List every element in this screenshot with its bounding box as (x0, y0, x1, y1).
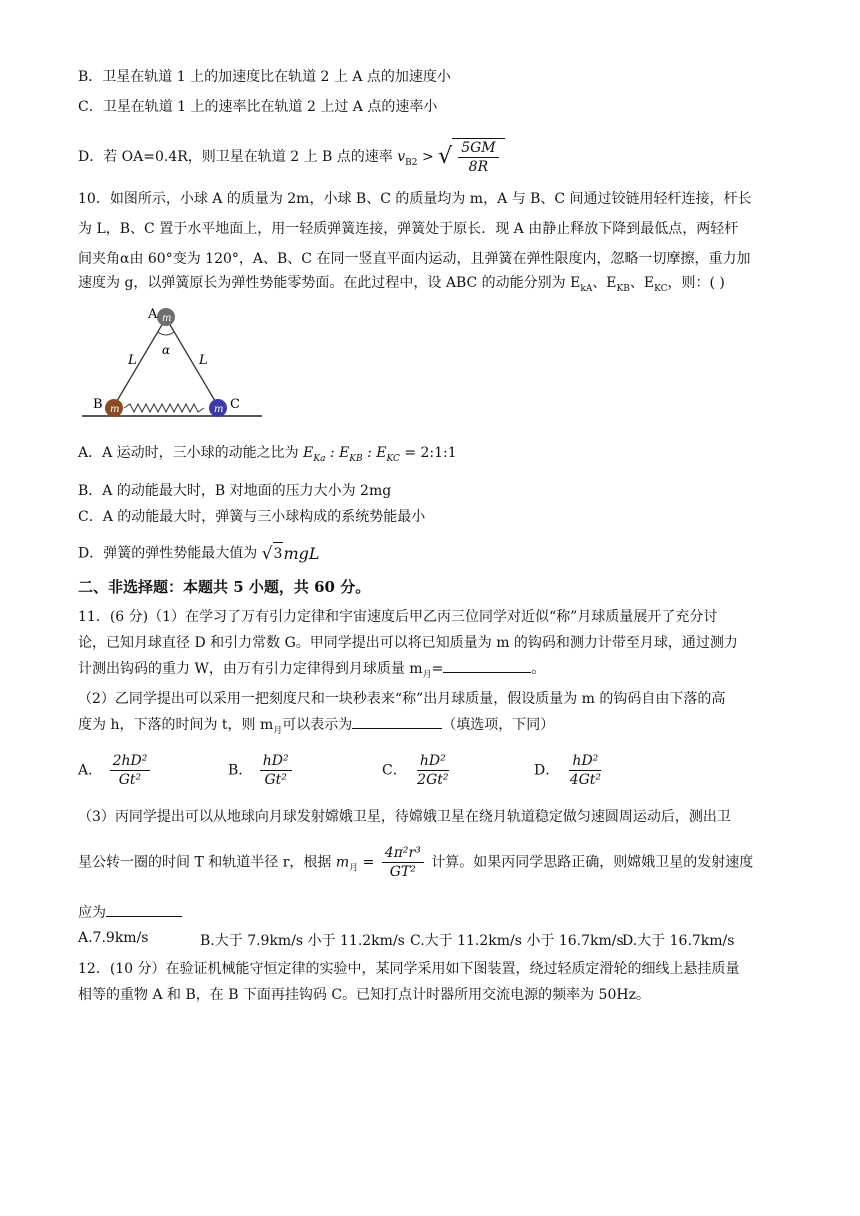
q10-line-4: 速度为 g，以弹簧原长为弹性势能零势面。在此过程中，设 ABC 的动能分别为 $E_{kA}$、$E_{KB}$、$E_{KC}$，则：( ) (78, 275, 725, 294)
q11-choice-c-den: 2Gt² (417, 772, 449, 788)
q10-option-b: B．A 的动能最大时，B 对地面的压力大小为 2mg (78, 483, 392, 499)
q10-option-d-expr: √ 3 mgL (261, 543, 320, 564)
q11-part3-line-2: 星公转一圈的时间 T 和轨道半径 r，根据 $m_月$ = $\frac{\text{4π²r³}}{\text{GT²}}$ 计算。如果丙同学思路正确，则嫦娥卫星的发射速度 (78, 845, 754, 880)
q11-line-3-text: 计测出钩码的重力 W，由万有引力定律得到月球质量 m (78, 661, 423, 677)
q11-part3-formula-lhs: m (335, 854, 350, 871)
q11-moon-sub: 月 (422, 669, 432, 680)
q10-figure (78, 300, 268, 425)
q10-option-a (78, 442, 457, 470)
q10-line-3: 间夹角α由 60°变为 120°，A、B、C 在同一竖直平面内运动，且弹簧在弹性限度内，忽略一切摩擦，重力加 (78, 251, 751, 267)
q11-choice-d-den: 4Gt² (569, 772, 602, 788)
label-a: A (148, 307, 158, 322)
q10-option-a-ratio: $E_{Ka}$ : $E_{KB}$ : $E_{KC}$ = 2:1:1 (303, 445, 457, 464)
q11-choice-a-den: Gt² (118, 772, 142, 788)
q9-option-b: B．卫星在轨道 1 上的加速度比在轨道 2 上 A 点的加速度小 (78, 69, 451, 85)
q11-line-3-period: 。 (531, 661, 546, 677)
q12-line-2: 相等的重物 A 和 B，在 B 下面再挂钩码 C。已知打点计时器所用交流电源的频率为 50Hz。 (78, 987, 650, 1003)
section-2-header: 二、非选择题：本题共 5 小题，共 60 分。 (78, 578, 371, 596)
q11-speed-opt-c: C.大于 11.2km/s 小于 16.7km/s (410, 933, 624, 949)
q11-choice-a (78, 752, 153, 789)
q11-line-3-eq: = (431, 661, 444, 677)
q11-choice-d (534, 752, 607, 789)
q11-choice-c-num: hD² (417, 752, 449, 771)
q11-choice-d-num: hD² (569, 752, 601, 771)
q9-option-d-text: D．若 OA=0.4R，则卫星在轨道 2 上 B 点的速率 (78, 149, 393, 165)
q11-blank-3[interactable] (106, 902, 182, 917)
rod-label-right: L (199, 353, 208, 368)
q9-option-d-sqrt: √ $\frac{5GM}{8R}$ (438, 138, 504, 176)
q10-option-a-text: A．A 运动时，三小球的动能之比为 (78, 445, 299, 461)
q11-choice-c (382, 752, 455, 789)
q11-blank-1[interactable] (443, 658, 531, 673)
q10-option-d (78, 542, 320, 565)
q11-choice-b (228, 752, 295, 789)
q9-option-d-gt: > (421, 149, 434, 165)
mass-a: m (162, 313, 172, 324)
q11-blank-2[interactable] (352, 714, 442, 729)
label-b: B (93, 397, 103, 412)
q9-option-d-den: 8R (468, 159, 489, 175)
q11-choice-a-num: 2hD² (110, 752, 151, 771)
q11-part3-text-b: 计算。如果丙同学思路正确，则嫦娥卫星的发射速度 (431, 854, 754, 871)
q11-part2-line-2 (78, 714, 554, 742)
label-c: C (230, 397, 240, 412)
q10-line-1: 10．如图所示，小球 A 的质量为 2m，小球 B、C 的质量均为 m，A 与 B、C 间通过铰链用轻杆连接，杆长 (78, 191, 752, 207)
q11-part2-line-1: （2）乙同学提出可以采用一把刻度尺和一块秒表来“称”出月球质量，假设质量为 m 的钩码自由下落的高 (78, 691, 726, 707)
q9-option-d-vsub: B2 (405, 157, 418, 168)
mass-b: m (110, 404, 120, 415)
q11-choice-b-label: B． (228, 762, 253, 779)
q11-speed-opt-b: B.大于 7.9km/s 小于 11.2km/s (200, 933, 405, 949)
q9-option-d (78, 138, 505, 176)
q11-choice-a-label: A． (78, 762, 103, 779)
q9-option-d-v: v (397, 149, 406, 165)
q11-choice-c-label: C． (382, 762, 407, 779)
q11-speed-opt-a: A.7.9km/s (78, 930, 149, 946)
q11-part3-formula-num: 4π²r³ (382, 844, 424, 863)
q11-part2-end: （填选项，下同） (442, 717, 555, 733)
q11-line-1: 11．(6 分)（1）在学习了万有引力定律和宇宙速度后甲乙丙三位同学对近似“称”月球质量展开了充分讨 (78, 609, 718, 625)
q11-part3-formula-sub: 月 (349, 863, 359, 874)
q11-part2-text: 度为 h，下落的时间为 t，则 m (78, 717, 274, 733)
q11-speed-opt-d: D.大于 16.7km/s (622, 933, 735, 949)
q11-part3-line-1: （3）丙同学提出可以从地球向月球发射嫦娥卫星，待嫦娥卫星在绕月轨道稳定做匀速圆周运动后，测出卫 (78, 809, 731, 825)
q11-line-3 (78, 658, 545, 686)
q9-option-c: C．卫星在轨道 1 上的速率比在轨道 2 上过 A 点的速率小 (78, 99, 438, 115)
mass-c: m (214, 404, 224, 415)
q10-line-4-end: ，则：( ) (667, 275, 725, 291)
q10-option-d-text: D．弹簧的弹性势能最大值为 (78, 545, 258, 562)
q11-part2-mid: 可以表示为 (282, 717, 353, 733)
q11-part3-text-a: 星公转一圈的时间 T 和轨道半径 r，根据 (78, 854, 332, 871)
q12-line-1: 12．(10 分）在验证机械能守恒定律的实验中，某同学采用如下图装置，绕过轻质定滑轮的细线上悬挂质量 (78, 961, 740, 977)
q11-part2-sub: 月 (273, 725, 283, 736)
q11-line-2: 论，已知月球直径 D 和引力常数 G。甲同学提出可以将已知质量为 m 的钩码和测力计带至月球，通过测力 (78, 635, 738, 651)
rod-label-left: L (128, 353, 137, 368)
q11-part3-formula-den: GT² (389, 864, 416, 880)
q10-line-4-text: 速度为 g，以弹簧原长为弹性势能零势面。在此过程中，设 ABC 的动能分别为 E (78, 275, 581, 291)
q11-choice-b-num: hD² (260, 752, 292, 771)
q11-choice-d-label: D． (534, 762, 560, 779)
q11-part3-text-c: 应为 (78, 905, 106, 921)
q10-line-2: 为 L，B、C 置于水平地面上，用一轻质弹簧连接，弹簧处于原长．现 A 由静止释放下降到最低点，两轻杆 (78, 221, 739, 237)
q11-part3-line-3 (78, 902, 182, 924)
angle-alpha: α (162, 343, 171, 357)
q11-choice-b-den: Gt² (264, 772, 287, 788)
q9-option-d-num: 5GM (458, 139, 498, 158)
q10-option-c: C．A 的动能最大时，弹簧与三小球构成的系统势能最小 (78, 509, 426, 525)
